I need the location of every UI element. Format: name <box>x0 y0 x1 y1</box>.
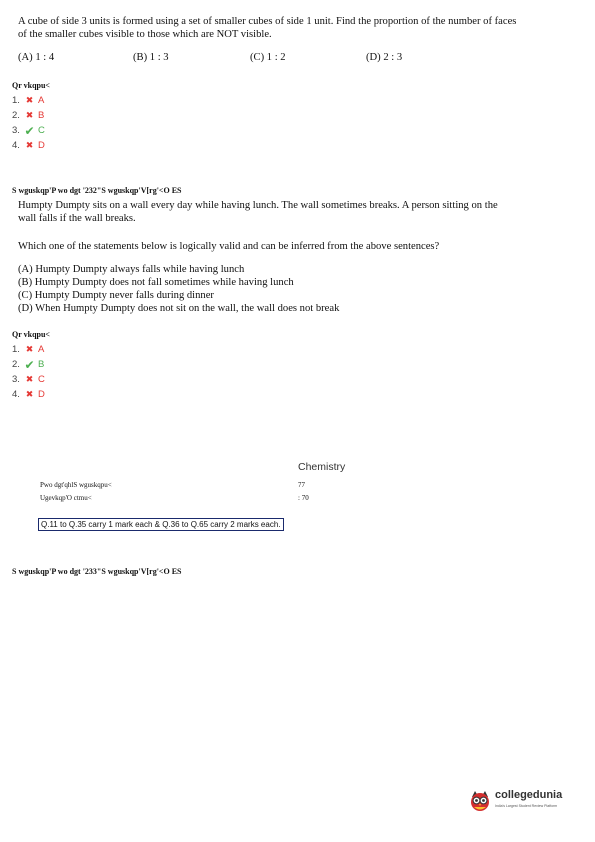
q2-answer-list <box>12 342 45 402</box>
cross-icon: ✖ <box>25 110 34 120</box>
statement-b: (B) Humpty Dumpty does not fall sometimes while having lunch <box>18 277 294 288</box>
answer-letter: C <box>38 125 45 136</box>
statement-c: (C) Humpty Dumpty never falls during dinner <box>18 290 214 301</box>
statement-d: (D) When Humpty Dumpty does not sit on the wall, the wall does not break <box>18 303 340 314</box>
question-3-header: S wguskqp'P wo dgt '233"S wguskqp'V[rg'<O ES <box>12 567 182 576</box>
question-2-header: S wguskqp'P wo dgt '232"S wguskqp'V[rg'<O ES <box>12 186 182 195</box>
answer-option <box>12 387 45 402</box>
answer-number: 3. <box>12 374 20 385</box>
answer-letter: C <box>38 374 45 385</box>
statement-a: (A) Humpty Dumpty always falls while having lunch <box>18 264 245 275</box>
section-subject: Chemistry <box>298 461 346 473</box>
owl-icon <box>468 788 492 812</box>
answer-number: 4. <box>12 140 20 151</box>
answer-number: 3. <box>12 125 20 136</box>
section-marks-label: Ugevkqp'O ctmu< <box>40 494 92 502</box>
answer-option <box>12 138 45 153</box>
answer-number: 1. <box>12 95 20 106</box>
logo-wordmark: collegedunia <box>495 789 563 801</box>
answer-letter: A <box>38 95 45 106</box>
cross-icon: ✖ <box>25 389 34 399</box>
cross-icon: ✖ <box>25 344 34 354</box>
question-2-prompt: Which one of the statements below is logically valid and can be inferred from the above sentences? <box>18 241 440 252</box>
q2-options-label: Qr vkqpu< <box>12 330 50 339</box>
q1-option-d: (D) 2 : 3 <box>366 52 403 63</box>
cross-icon: ✖ <box>25 140 34 150</box>
answer-number: 2. <box>12 359 20 370</box>
cross-icon: ✖ <box>25 95 34 105</box>
q1-options-label: Qr vkqpu< <box>12 81 50 90</box>
answer-number: 1. <box>12 344 20 355</box>
logo-tagline: India's Largest Student Review Platform <box>495 804 558 808</box>
section-question-count-label: Pwo dgt'qhlS wguskqpu< <box>40 481 112 489</box>
collegedunia-logo <box>468 786 583 816</box>
check-icon: ✔ <box>24 357 35 372</box>
answer-letter: D <box>38 389 45 400</box>
question-1-text: A cube of side 3 units is formed using a set of smaller cubes of side 1 unit. Find the proportion of the number of faces of the smaller cubes visible to those which are NOT visible. <box>18 16 517 40</box>
question-2-passage: Humpty Dumpty sits on a wall every day while having lunch. The wall sometimes breaks. A person sitting on the wall falls if the wall breaks. <box>18 200 498 224</box>
answer-letter: A <box>38 344 45 355</box>
answer-letter: B <box>38 110 45 121</box>
q1-option-b: (B) 1 : 3 <box>133 52 169 63</box>
question-1-options <box>18 52 538 66</box>
answer-option <box>12 123 45 138</box>
question-2-statements <box>18 263 538 315</box>
cross-icon: ✖ <box>25 374 34 384</box>
answer-option <box>12 372 45 387</box>
answer-option <box>12 357 45 372</box>
section-question-count: 77 <box>298 481 305 489</box>
q1-option-a: (A) 1 : 4 <box>18 52 55 63</box>
q1-option-c: (C) 1 : 2 <box>250 52 286 63</box>
check-icon: ✔ <box>24 123 35 138</box>
answer-number: 4. <box>12 389 20 400</box>
answer-option <box>12 108 45 123</box>
answer-option <box>12 342 45 357</box>
marks-instruction-banner: Q.11 to Q.35 carry 1 mark each & Q.36 to Q.65 carry 2 marks each. <box>38 518 284 531</box>
answer-letter: B <box>38 359 45 370</box>
q1-answer-list <box>12 93 45 153</box>
section-marks: : 70 <box>298 494 309 502</box>
answer-number: 2. <box>12 110 20 121</box>
answer-option <box>12 93 45 108</box>
answer-letter: D <box>38 140 45 151</box>
